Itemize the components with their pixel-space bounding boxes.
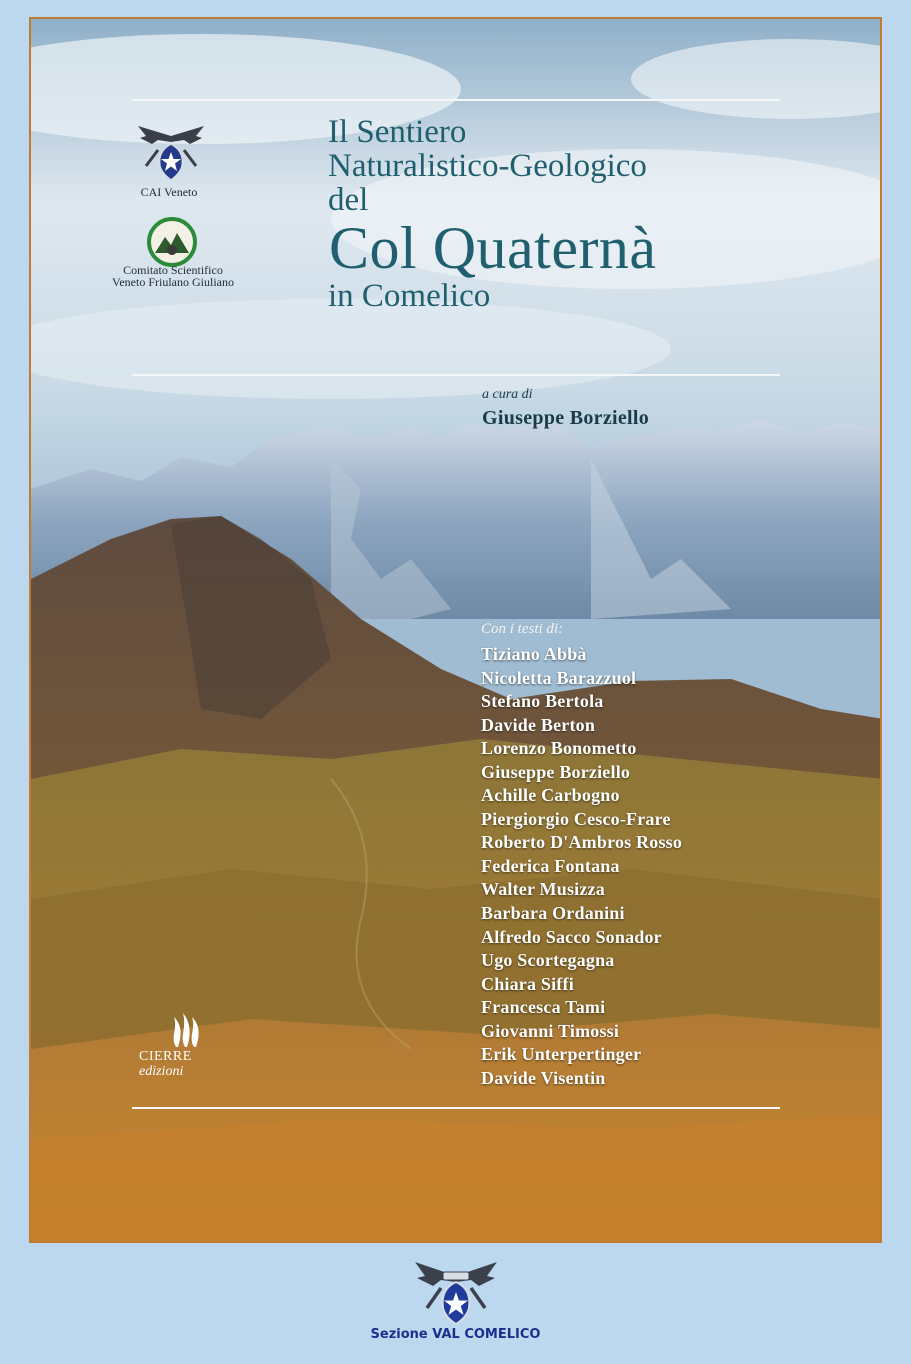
contributor-name: Federica Fontana xyxy=(481,855,620,876)
contributor-name: Giuseppe Borziello xyxy=(481,761,631,782)
title-main: Col Quaternà xyxy=(329,215,657,281)
comitato-label-line1: Comitato Scientifico xyxy=(123,263,223,277)
contributor-name: Barbara Ordanini xyxy=(481,903,625,924)
comitato-label-line2: Veneto Friulano Giuliano xyxy=(112,275,234,289)
cierre-flame-icon xyxy=(168,1009,202,1049)
comitato-scientifico-badge-icon xyxy=(147,217,197,267)
cai-veneto-label: CAI Veneto xyxy=(140,185,198,199)
title-line-5: in Comelico xyxy=(328,278,491,314)
section-label: Sezione VAL COMELICO xyxy=(370,1327,541,1342)
contributors-list xyxy=(481,619,682,1090)
cai-eagle-emblem-icon xyxy=(413,1258,499,1326)
title-divider-top xyxy=(132,99,780,101)
contributor-name: Piergiorgio Cesco-Frare xyxy=(481,808,671,829)
contributor-name: Davide Visentin xyxy=(481,1067,606,1088)
contributor-name: Achille Carbogno xyxy=(481,785,620,806)
contributor-name: Giovanni Timossi xyxy=(481,1020,620,1041)
book-cover xyxy=(29,17,882,1243)
book-title xyxy=(328,115,657,313)
publisher-subtitle: edizioni xyxy=(139,1064,184,1079)
publisher-name: CIERRE xyxy=(139,1049,192,1064)
title-line-2: Naturalistico-Geologico xyxy=(328,148,647,184)
title-line-1: Il Sentiero xyxy=(328,114,467,150)
contributors-label: Con i testi di: xyxy=(481,621,564,637)
comitato-scientifico-label xyxy=(103,264,243,288)
contributor-name: Roberto D'Ambros Rosso xyxy=(481,832,683,853)
contributor-name: Erik Unterpertinger xyxy=(481,1044,642,1065)
contributor-name: Alfredo Sacco Sonador xyxy=(481,926,662,947)
cai-eagle-emblem-icon xyxy=(136,122,206,182)
contributor-name: Stefano Bertola xyxy=(481,691,604,712)
title-line-3: del xyxy=(328,182,369,218)
contributor-name: Davide Berton xyxy=(481,714,596,735)
contributor-name: Walter Musizza xyxy=(481,879,605,900)
contributor-name: Francesca Tami xyxy=(481,997,606,1018)
editor-name: Giuseppe Borziello xyxy=(482,407,650,429)
contributor-name: Chiara Siffi xyxy=(481,973,574,994)
contributor-name: Lorenzo Bonometto xyxy=(481,738,637,759)
contributor-name: Ugo Scortegagna xyxy=(481,950,615,971)
contributor-name: Nicoletta Barazzuol xyxy=(481,667,637,688)
contributors-divider-bottom xyxy=(132,1107,780,1109)
contributor-name: Tiziano Abbà xyxy=(481,644,587,664)
curated-by-label: a cura di xyxy=(482,387,533,402)
title-divider-middle xyxy=(132,374,780,376)
